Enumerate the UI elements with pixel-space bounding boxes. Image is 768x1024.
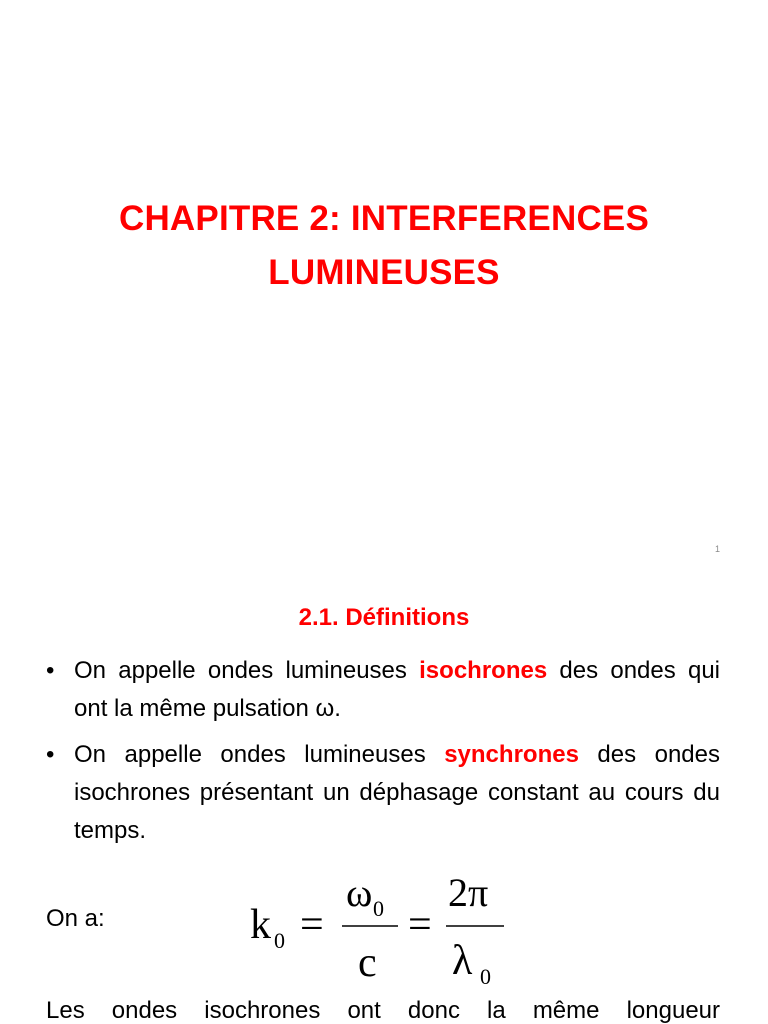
formula-omega-sub: 0 — [373, 896, 384, 921]
formula-svg — [248, 868, 512, 988]
chapter-title-line-2: LUMINEUSES — [268, 253, 500, 292]
wave-number-formula — [248, 868, 512, 988]
formula-omega: ω — [346, 870, 373, 915]
on-a-label: On a: — [46, 905, 105, 932]
term-synchrones: synchrones — [444, 741, 579, 768]
bullet-dot: • — [46, 657, 55, 684]
bullet-synchrones — [44, 736, 720, 850]
bullet-text-before: On appelle ondes lumineuses — [74, 741, 445, 768]
formula-two-pi: 2π — [448, 870, 489, 915]
chapter-title-line-1: CHAPITRE 2: INTERFERENCES — [118, 199, 650, 238]
section-title: 2.1. Définitions — [298, 604, 470, 631]
formula-k-sub: 0 — [274, 928, 285, 953]
formula-equals-1: = — [300, 902, 324, 948]
definitions-list — [44, 652, 720, 858]
continuation-text: Les ondes isochrones ont donc la même longueur — [46, 997, 720, 1024]
page-number: 1 — [714, 544, 720, 554]
formula-lambda: λ — [452, 938, 473, 984]
chapter-title — [40, 192, 728, 300]
formula-c: c — [358, 940, 377, 986]
bullet-dot: • — [46, 741, 55, 768]
formula-k: k — [250, 902, 271, 948]
formula-equals-2: = — [408, 902, 432, 948]
bullet-isochrones — [44, 652, 720, 728]
bullet-text-after: des ondes isochrones présentant un déphasage constant au cours du temps. — [74, 741, 721, 844]
formula-lambda-sub: 0 — [480, 964, 491, 988]
term-isochrones: isochrones — [419, 657, 548, 684]
bullet-text-before: On appelle ondes lumineuses — [74, 657, 420, 684]
bullet-text-after: des ondes qui ont la même pulsation ω. — [74, 657, 720, 722]
